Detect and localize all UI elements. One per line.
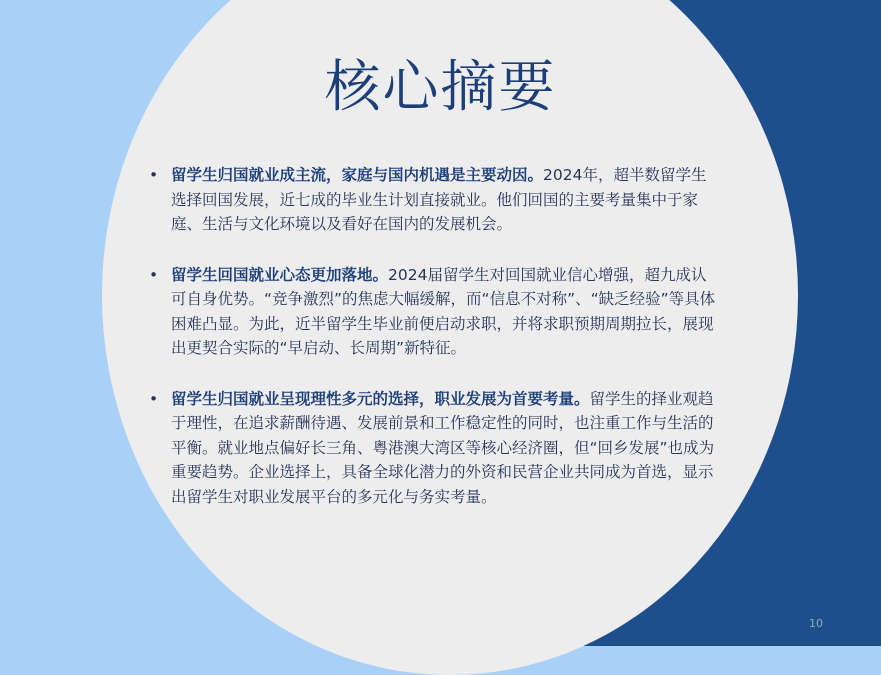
summary-list [148, 163, 716, 509]
bullet-lead: 留学生归国就业呈现理性多元的选择，职业发展为首要考量。 [171, 389, 590, 408]
bullet-dot-icon: • [149, 166, 159, 184]
summary-bullet-3 [148, 387, 716, 510]
page-title: 核心摘要 [324, 55, 557, 120]
bullet-body: 2024年，超半数留学生选择回国发展，近七成的毕业生计划直接就业。他们回国的主要考量集中于家庭、生活与文化环境以及看好在国内的发展机会。 [171, 166, 707, 233]
bullet-lead: 留学生归国就业成主流，家庭与国内机遇是主要动因。 [171, 166, 544, 184]
bullet-dot-icon: • [149, 389, 159, 408]
bullet-body: 留学生的择业观趋于理性，在追求薪酬待遇、发展前景和工作稳定性的同时，也注重工作与生活的平衡。就业地点偏好长三角、粤港澳大湾区等核心经济圈，但“回乡发展”也成为重要趋势。企业选择上，具备全球化潜力的外资和民营企业共同成为首选，显示出留学生对职业发展平台的多元化与务实考量。 [171, 389, 715, 506]
bullet-lead: 留学生回国就业心态更加落地。 [171, 265, 389, 284]
page-number: 10 [809, 617, 823, 630]
bullet-body: 2024届留学生对回国就业信心增强，超九成认可自身优势。“竞争激烈”的焦虑大幅缓解，而“信息不对称”、“缺乏经验”等具体困难凸显。为此，近半留学生毕业前便启动求职，并将求职预期周期拉长，展现出更契合实际的“早启动、长周期”新特征。 [171, 265, 716, 357]
summary-bullet-2 [148, 263, 716, 361]
bullet-dot-icon: • [149, 265, 159, 284]
summary-bullet-1 [148, 163, 716, 237]
